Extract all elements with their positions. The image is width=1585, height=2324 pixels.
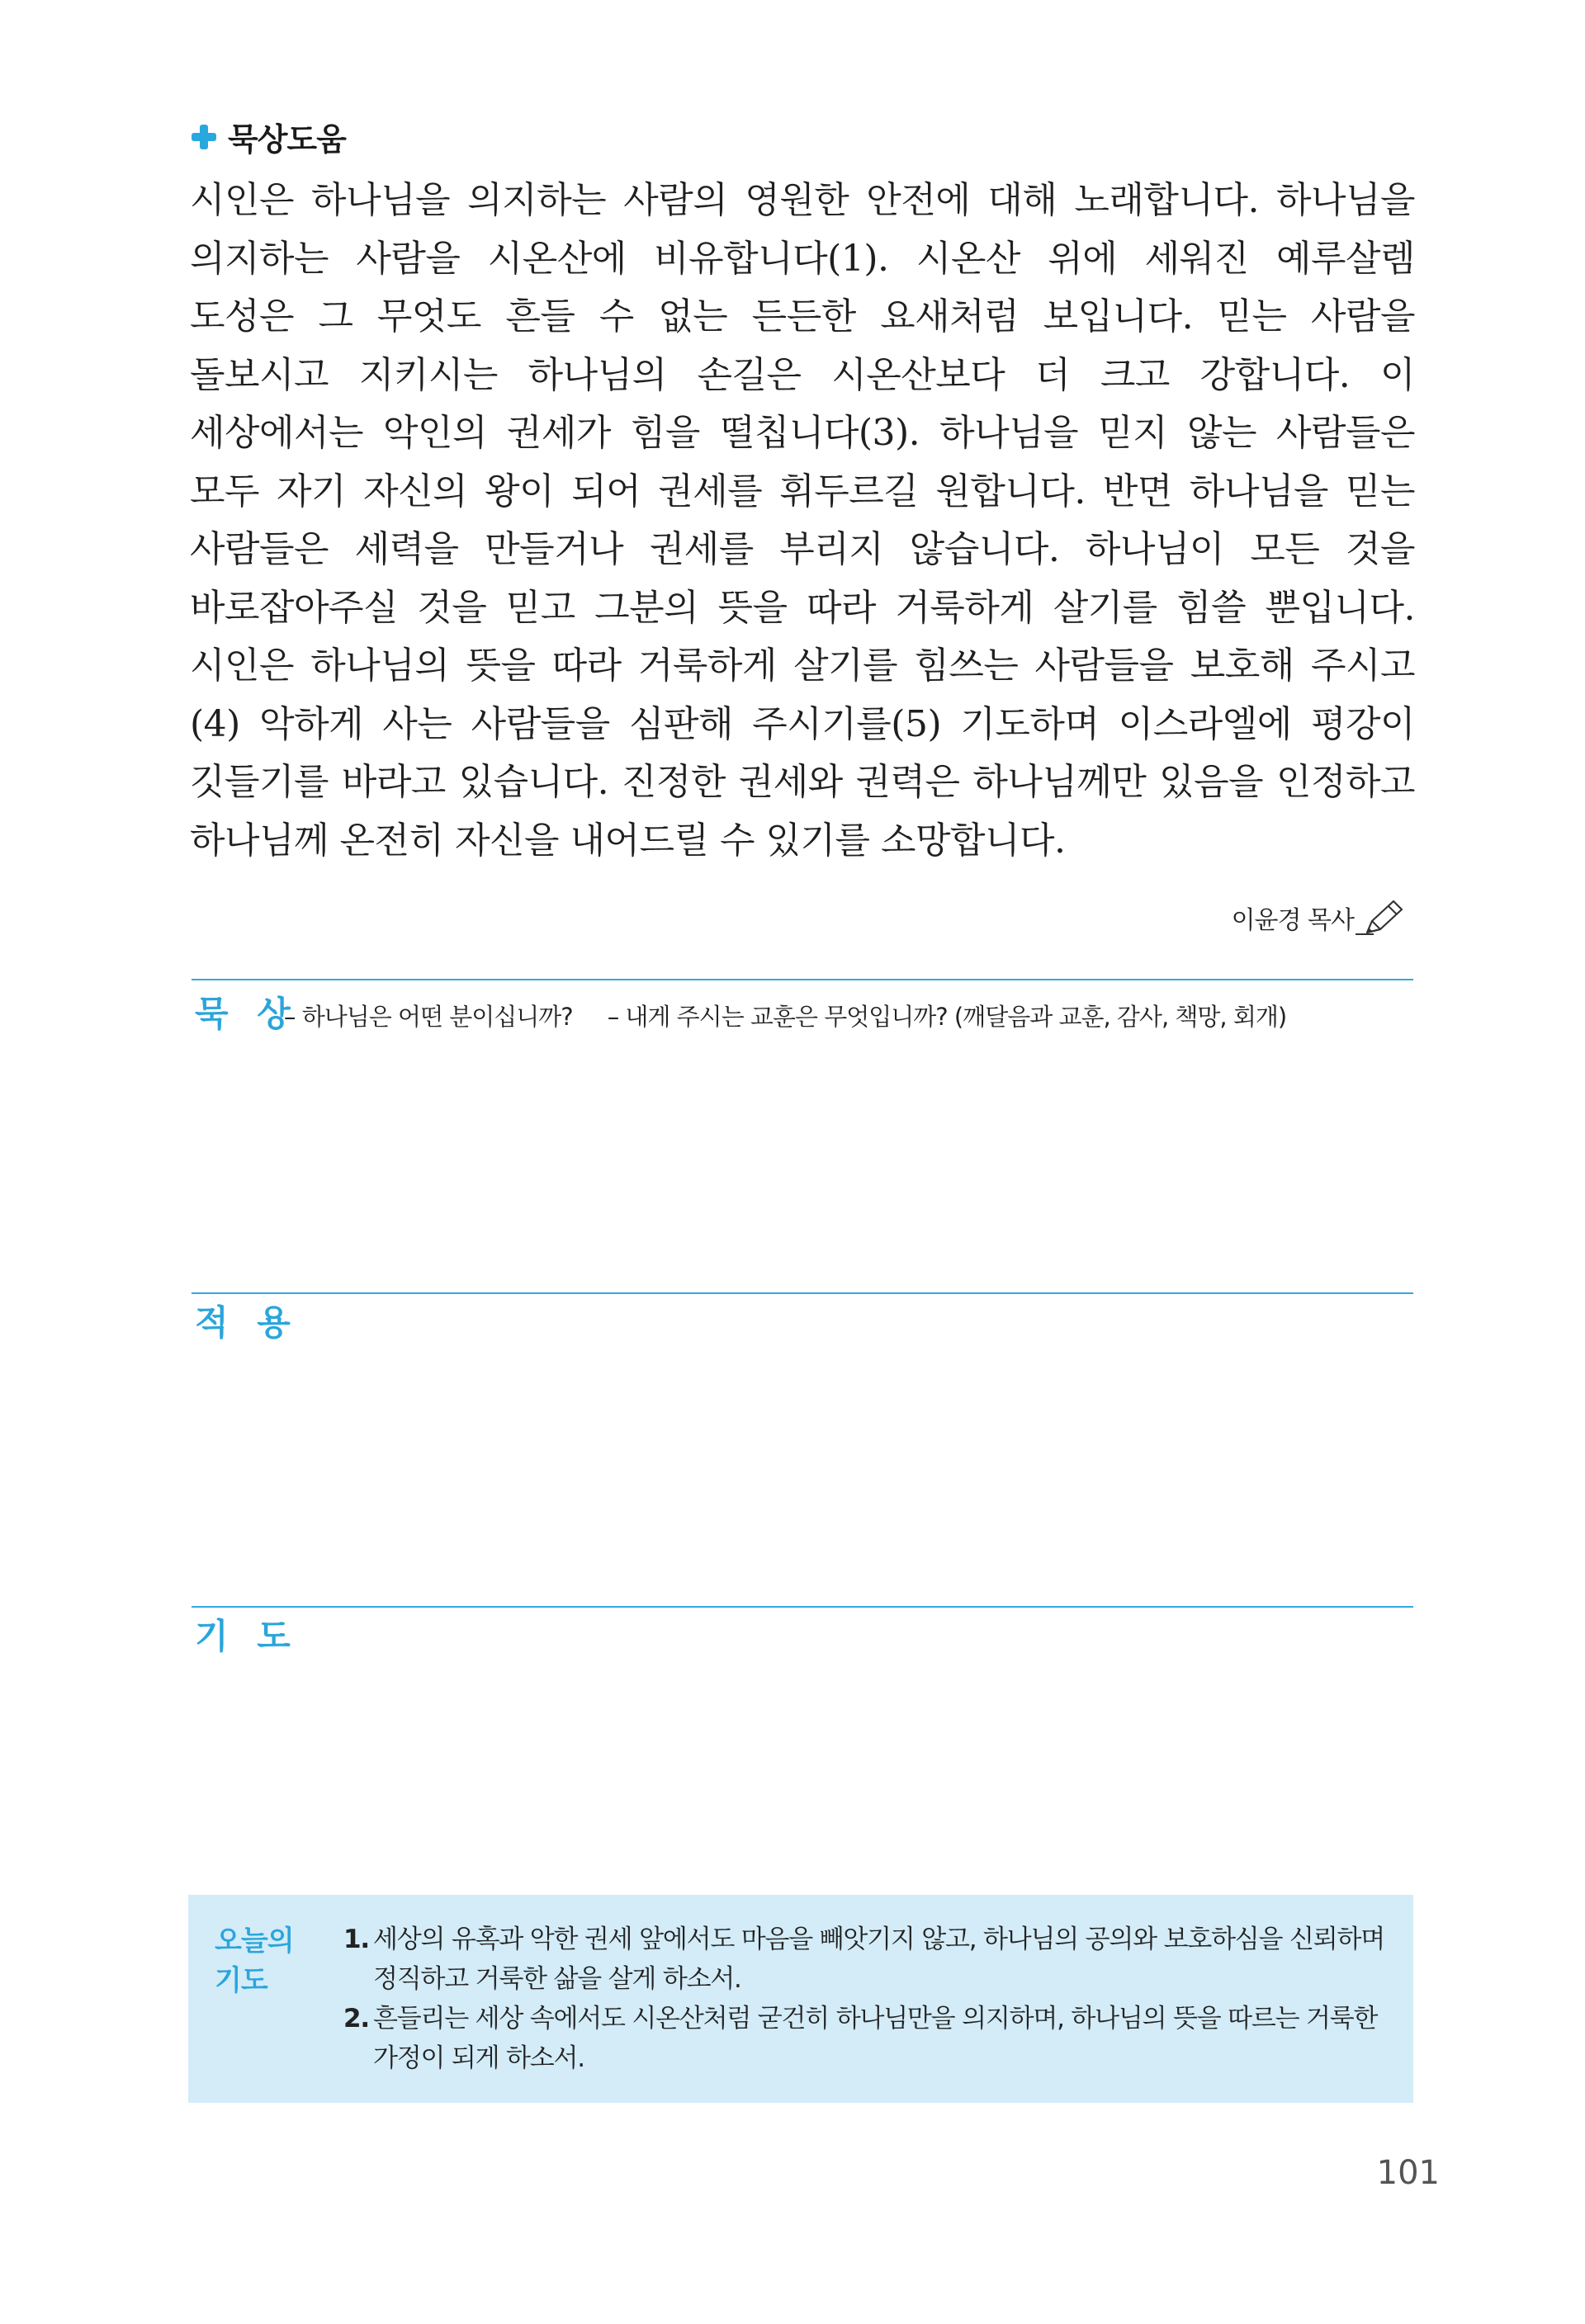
prayer-item-number: 1. [343,1925,369,1954]
meditation-prompt: – 하나님은 어떤 분이십니까? [284,1003,573,1031]
meditation-divider [192,979,1413,980]
todays-prayer-label: 오늘의 기도 [215,1925,294,1997]
todays-prayer-box [188,1895,1413,2103]
list-item [343,1999,1392,2078]
todays-prayer-list [343,1920,1392,2078]
prayer-item-text: 세상의 유혹과 악한 권세 앞에서도 마음을 빼앗기지 않고, 하나님의 공의와 보호하심을 신뢰하며 정직하고 거룩한 삶을 살게 하소서. [373,1925,1384,1994]
prayer-item-text: 흔들리는 세상 속에서도 시온산처럼 굳건히 하나님만을 의지하며, 하나님의 뜻을 따르는 거룩한 가정이 되게 하소서. [373,2004,1378,2073]
pencil-icon [1356,898,1408,936]
list-item [343,1920,1392,1999]
application-label: 적 용 [195,1302,299,1343]
meditation-prompt: – 내게 주시는 교훈은 무엇입니까? (깨달음과 교훈, 감사, 책망, 회개) [607,1003,1287,1031]
application-divider [192,1292,1413,1294]
prayer-label: 기 도 [195,1616,299,1656]
prayer-item-number: 2. [343,2004,369,2034]
meditation-help-heading [192,114,346,159]
help-title: 묵상도움 [228,121,346,158]
author-name: 이윤경 목사 [1231,906,1354,935]
cross-icon [192,125,216,149]
prayer-divider [192,1606,1413,1608]
meditation-prompts [284,999,1286,1032]
meditation-label: 묵 상 [195,994,299,1034]
meditation-body-text: 시인은 하나님을 의지하는 사람의 영원한 안전에 대해 노래합니다. 하나님을 의지하는 사람을 시온산에 비유합니다(1). 시온산 위에 세워진 예루살렘 도성은 그 무엇도 흔들 수 없는 든든한 요새처럼 보입니다. 믿는 사람을 돌보시고 지키시는 하나님의 손길은 시온산보다 더 크고 강합니다. 이 세상에서는 악인의 권세가 힘을 떨칩니다(3). 하나님을 믿지 않는 사람들은 모두 자기 자신의 왕이 되어 권세를 휘두르길 원합니다. 반면 하나님을 믿는 사람들은 세력을 만들거나 권세를 부리지 않습니다. 하나님이 모든 것을 바로잡아주실 것을 믿고 그분의 뜻을 따라 거룩하게 살기를 힘쓸 뿐입니다. 시인은 하나님의 뜻을 따라 거룩하게 살기를 힘쓰는 사람들을 보호해 주시고(4) 악하게 사는 사람들을 심판해 주시기를(5) 기도하며 이스라엘에 평강이 깃들기를 바라고 있습니다. 진정한 권세와 권력은 하나님께만 있음을 인정하고 하나님께 온전히 자신을 내어드릴 수 있기를 소망합니다. [190,179,1415,862]
page-number: 101 [1376,2154,1440,2192]
signature [1232,898,1408,936]
